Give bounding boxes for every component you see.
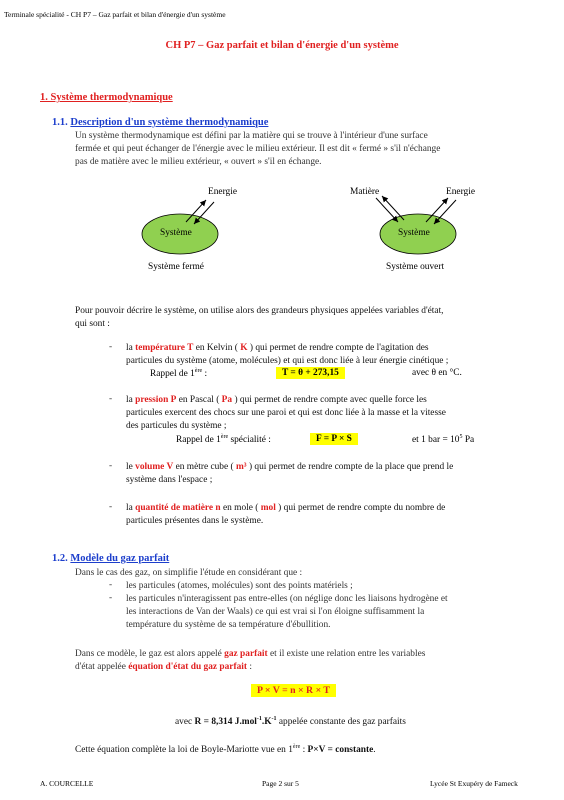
- ideal-gas-equation: P × V = n × R × T: [251, 684, 336, 697]
- constant-unit: .K: [261, 717, 272, 728]
- text: spécialité :: [228, 435, 271, 446]
- text: :: [202, 369, 208, 380]
- subsection-heading: [52, 117, 268, 128]
- system-label: Système: [160, 228, 192, 238]
- text-line: qui sont :: [75, 319, 110, 329]
- text-line: Pour pouvoir décrire le système, on utilise alors des grandeurs physiques appelées variables d'état,: [75, 306, 444, 316]
- superscript: -1: [256, 716, 262, 722]
- term: gaz parfait: [224, 649, 268, 659]
- term: équation d'état du gaz parfait: [128, 662, 247, 672]
- formula-force: F = P × S: [310, 433, 358, 445]
- constant-value: R = 8,314 J.mol: [194, 717, 257, 728]
- section-heading: 1. Système thermodynamique: [40, 92, 173, 103]
- list-item-pressure: [126, 394, 531, 433]
- unit: Pa: [221, 395, 233, 405]
- text: Dans ce modèle, le gaz est alors appelé: [75, 649, 225, 659]
- footer-author: A. COURCELLE: [40, 779, 94, 788]
- text: ) qui permet de rendre compte avec quelle force les: [232, 395, 427, 405]
- text-line: particules du système (atome, molécules) et qui est donc liée à leur énergie cinétique ;: [126, 356, 449, 366]
- bullet-dash: -: [109, 342, 113, 352]
- note-pressure: [412, 434, 474, 445]
- list-item-temperature: [126, 342, 531, 368]
- text-line: des particules du système ;: [126, 421, 227, 431]
- term: quantité de matière n: [135, 503, 221, 513]
- system-diagram: [0, 180, 564, 280]
- text: d'état appelée: [75, 662, 129, 672]
- text: avec: [175, 717, 195, 728]
- law: P×V = constante: [307, 745, 374, 756]
- subsection-heading: [52, 553, 169, 564]
- energy-label-open: Energie: [446, 187, 475, 197]
- text: en Pascal (: [176, 395, 222, 405]
- open-caption: Système ouvert: [386, 262, 445, 272]
- text: en mètre cube (: [173, 462, 236, 472]
- superscript: 5: [459, 434, 463, 440]
- energy-label: Energie: [208, 187, 237, 197]
- bullet-dash: -: [109, 461, 113, 471]
- bullet-dash: -: [109, 593, 113, 603]
- text: :: [300, 745, 308, 756]
- unit: K: [240, 343, 248, 353]
- text: .: [373, 745, 376, 756]
- superscript: -1: [271, 716, 277, 722]
- system-label-open: Système: [398, 228, 430, 238]
- text: Rappel de 1: [176, 435, 221, 446]
- constant-line: [175, 713, 406, 729]
- footer-school: Lycée St Exupéry de Fameck: [430, 779, 518, 788]
- subsection-title: Description d'un système thermodynamique: [70, 117, 269, 128]
- gas-list-item: [126, 593, 531, 632]
- text-line: pas de matière avec le milieu extérieur, « ouvert » s'il en échange.: [75, 157, 322, 167]
- reminder-pressure: [176, 434, 271, 445]
- text-line: système dans l'espace ;: [126, 475, 213, 485]
- text: en mole (: [220, 503, 261, 513]
- superscript: ère: [194, 368, 203, 374]
- superscript: ère: [292, 744, 301, 750]
- footer-page: Page 2 sur 5: [262, 779, 299, 788]
- boyle-line: [75, 741, 376, 757]
- text: Pa: [462, 435, 475, 446]
- term: température T: [135, 343, 194, 353]
- text-line: les interactions de Van der Waals) ce qui est vrai si l'on éloigne suffisamment la: [126, 607, 425, 617]
- text: et il existe une relation entre les variables: [267, 649, 426, 659]
- list-item-volume: [126, 461, 531, 487]
- text: Rappel de 1: [150, 369, 195, 380]
- superscript: ère: [220, 434, 229, 440]
- text-line: Un système thermodynamique est défini par la matière qui se trouve à l'intérieur d'une surface: [75, 131, 428, 141]
- text-line: particules exercent des chocs sur une paroi et qui est donc liée à la masse et la vitesse: [126, 408, 446, 418]
- text: ) qui permet de rendre compte de l'agitation des: [247, 343, 429, 353]
- text: :: [247, 662, 252, 672]
- text: en Kelvin (: [193, 343, 241, 353]
- subsection-number: 1.2.: [52, 553, 68, 564]
- text: appelée constante des gaz parfaits: [276, 717, 406, 728]
- gas-list-item: les particules (atomes, molécules) sont des points matériels ;: [126, 581, 353, 591]
- list-item-quantity: [126, 502, 531, 528]
- paragraph-gas: Dans le cas des gaz, on simplifie l'étude en considérant que :: [75, 568, 303, 578]
- term: volume V: [135, 462, 174, 472]
- unit: mol: [260, 503, 276, 513]
- closed-caption: Système fermé: [148, 262, 204, 272]
- text: ) qui permet de rendre compte de la place que prend le: [246, 462, 454, 472]
- paragraph-intro: [75, 130, 535, 169]
- text: la: [126, 503, 136, 513]
- text-line: particules présentes dans le système.: [126, 516, 264, 526]
- text-line: les particules n'interagissent pas entre-elles (on néglige donc les liaisons hydrogène et: [126, 594, 448, 604]
- paragraph-variables: [75, 305, 535, 331]
- subsection-title: Modèle du gaz parfait: [70, 553, 170, 564]
- bullet-dash: -: [109, 580, 113, 590]
- reminder-temperature: [150, 368, 207, 379]
- bullet-dash: -: [109, 394, 113, 404]
- paragraph-model: [75, 648, 535, 674]
- note-temperature: avec θ en °C.: [412, 368, 462, 378]
- text: ) qui permet de rendre compte du nombre de: [275, 503, 446, 513]
- subsection-number: 1.1.: [52, 117, 68, 128]
- text: la: [126, 343, 136, 353]
- unit: m³: [235, 462, 247, 472]
- text: la: [126, 395, 136, 405]
- term: pression P: [135, 395, 177, 405]
- text: et 1 bar = 10: [412, 435, 460, 446]
- page-title: CH P7 – Gaz parfait et bilan d'énergie d'un système: [165, 40, 399, 51]
- text-line: fermée et qui peut échanger de l'énergie avec le milieu extérieur. Il est dit « fermé » s'il n'échange: [75, 144, 441, 154]
- matter-label: Matière: [350, 187, 380, 197]
- bullet-dash: -: [109, 502, 113, 512]
- text: le: [126, 462, 136, 472]
- text: Cette équation complète la loi de Boyle-Mariotte vue en 1: [75, 745, 293, 756]
- text-line: température du système de sa température d'ébullition.: [126, 620, 331, 630]
- formula-temperature: T = θ + 273,15: [276, 367, 345, 379]
- page-header: Terminale spécialité - CH P7 – Gaz parfait et bilan d'énergie d'un système: [4, 10, 226, 19]
